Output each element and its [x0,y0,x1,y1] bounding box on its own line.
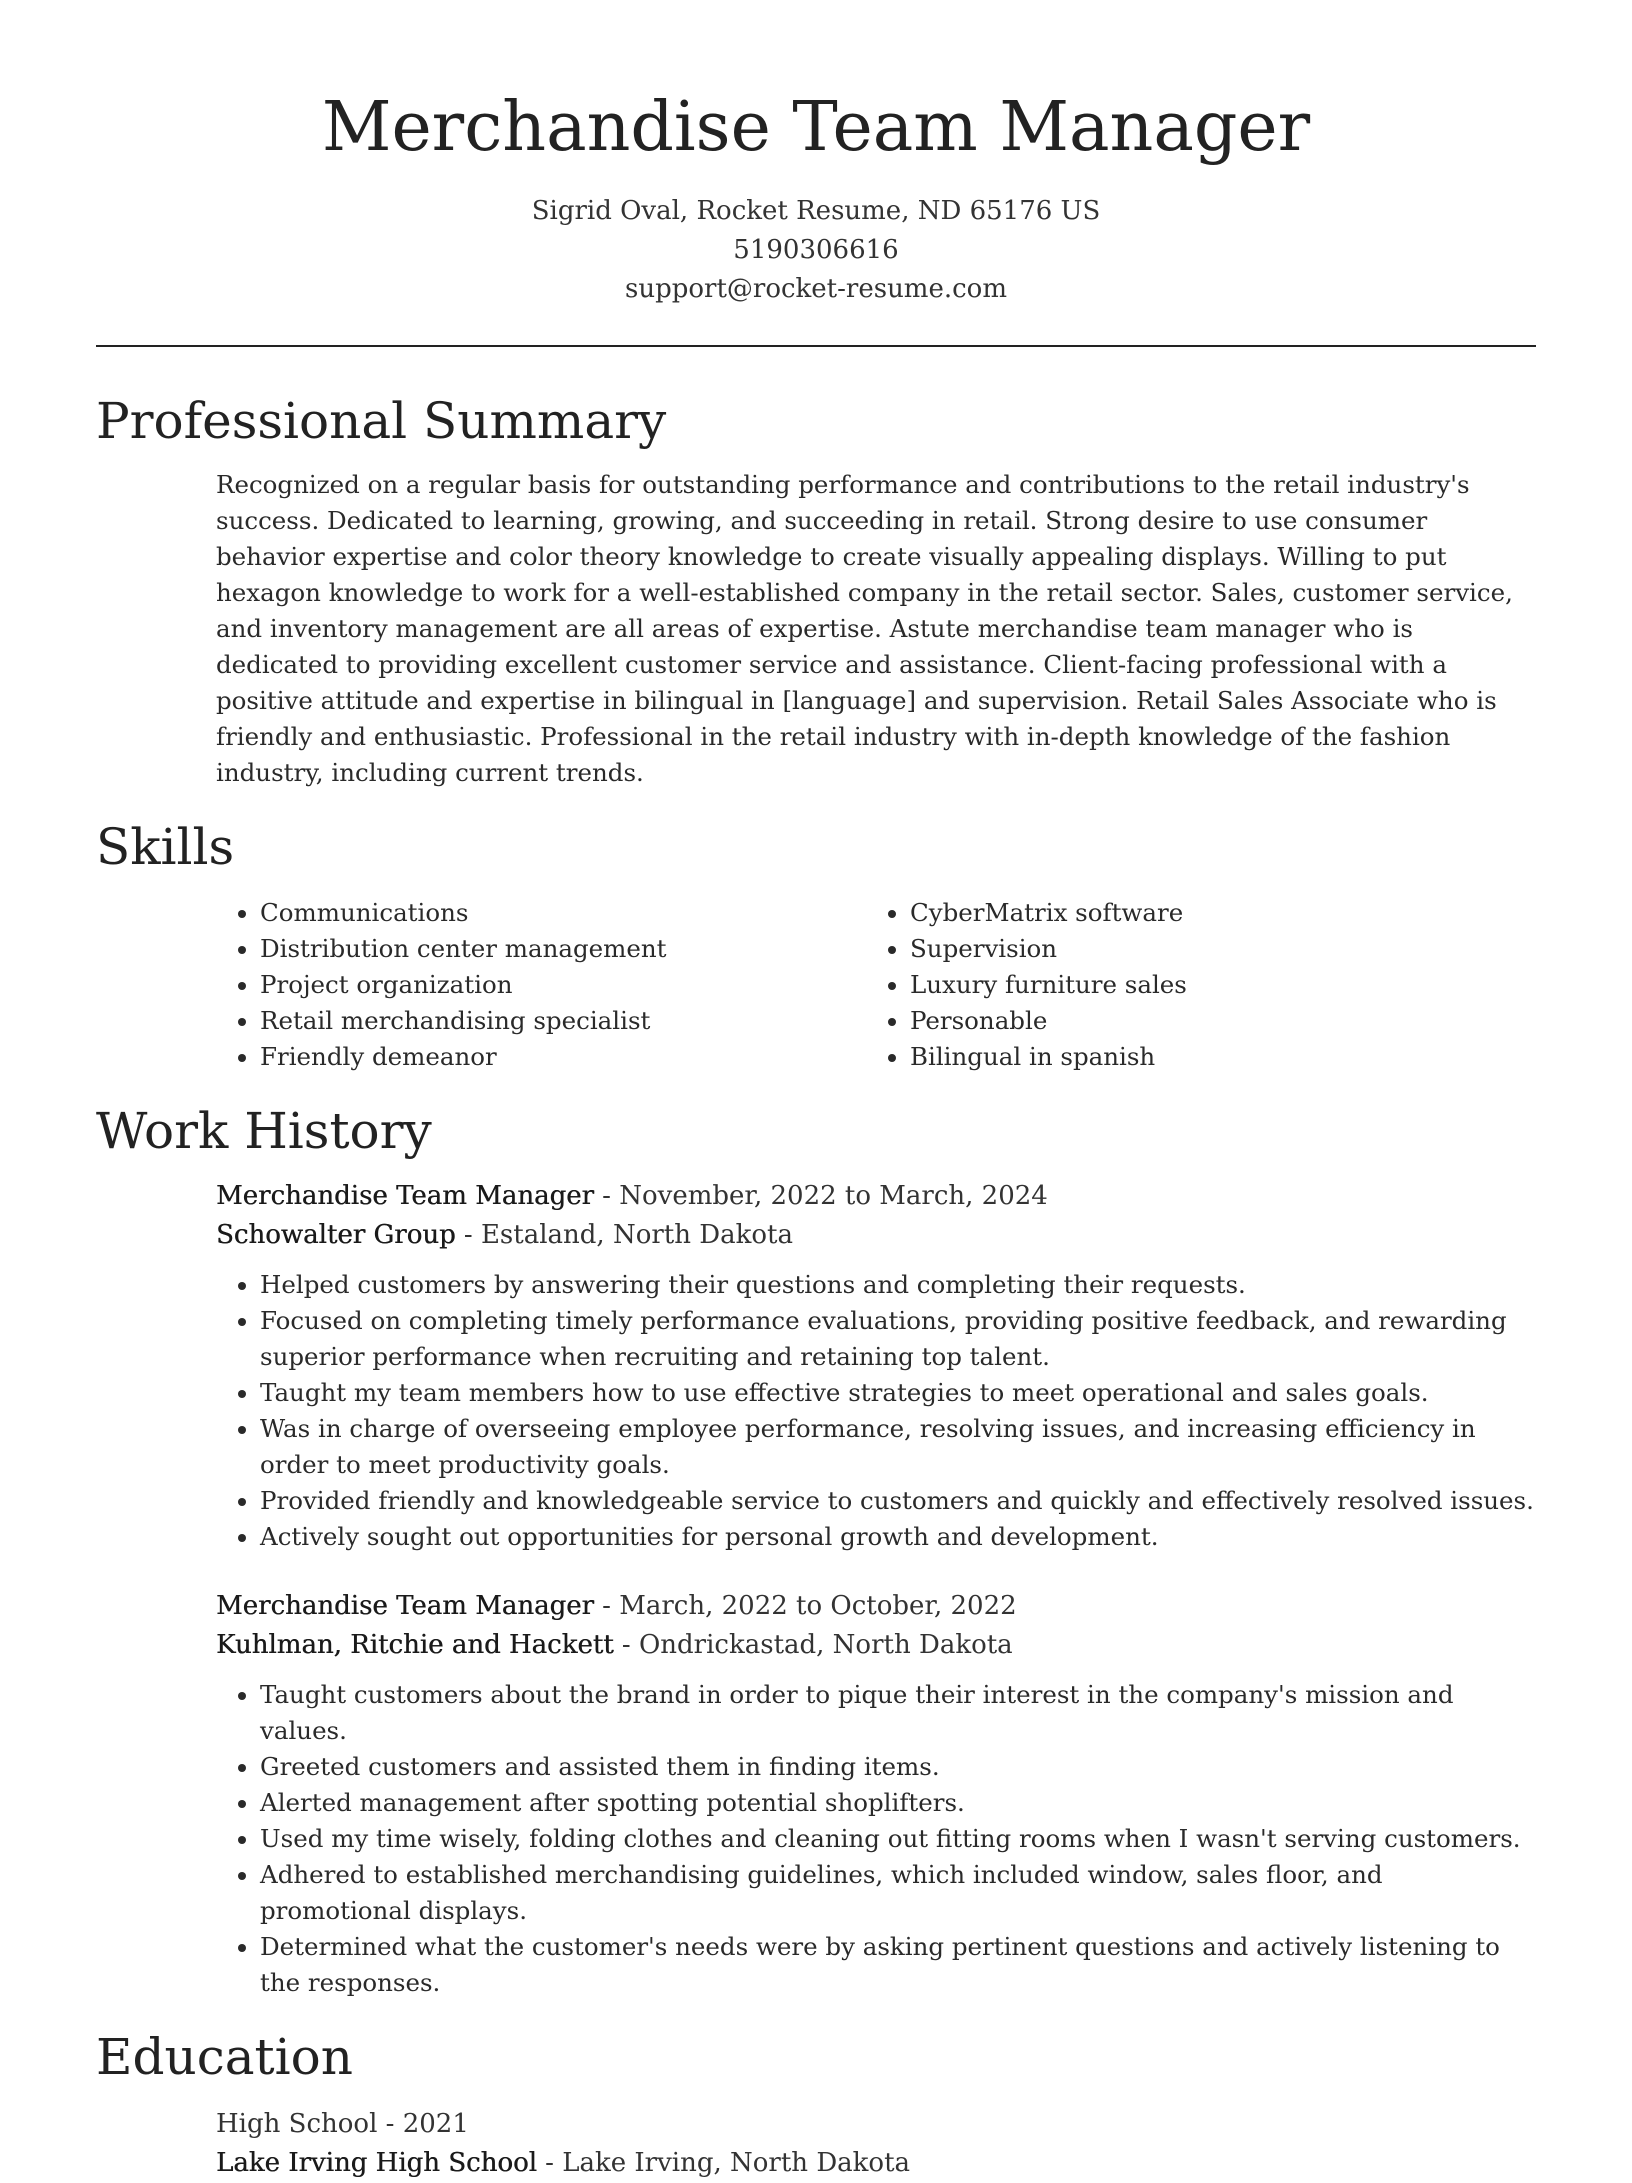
job-bullet: • Greeted customers and assisted them in finding items. [260,1749,1536,1785]
skill-item: • Supervision [910,931,1516,967]
job-bullet: • Taught my team members how to use effective strategies to meet operational and sales goals. [260,1375,1536,1411]
skill-item: • Bilingual in spanish [910,1039,1516,1075]
contact-block [96,192,1536,309]
skills-heading: Skills [96,818,235,876]
job-location: - Estaland, North Dakota [455,1220,793,1250]
skills-list-right [866,895,1516,1075]
skills-list-left [216,895,866,1075]
header-divider [96,345,1536,347]
education-location: - Lake Irving, North Dakota [536,2148,911,2178]
skill-item: • Communications [260,895,866,931]
job-location: - Ondrickastad, North Dakota [613,1630,1013,1660]
education-school-line [216,2144,1536,2183]
job-bullet: • Was in charge of overseeing employee performance, resolving issues, and increasing efficiency in order to meet productivity goals. [260,1411,1536,1483]
summary-heading: Professional Summary [96,392,667,450]
job-title-line [216,1587,1536,1626]
education-year: - 2021 [377,2109,469,2139]
job-company: Kuhlman, Ritchie and Hackett [216,1630,614,1660]
education-school: Lake Irving High School [216,2148,537,2178]
skills-section [96,815,1536,1075]
skill-item: • CyberMatrix software [910,895,1516,931]
skill-item: • Luxury furniture sales [910,967,1516,1003]
job-dates: - November, 2022 to March, 2024 [593,1181,1048,1211]
skill-item: • Distribution center management [260,931,866,967]
job-bullet: • Helped customers by answering their questions and completing their requests. [260,1267,1536,1303]
education-heading: Education [96,2028,353,2086]
job-company: Schowalter Group [216,1220,456,1250]
job-bullet: • Alerted management after spotting potential shoplifters. [260,1785,1536,1821]
job-bullet: • Taught customers about the brand in order to pique their interest in the company's mission and values. [260,1677,1536,1749]
job-bullet: • Used my time wisely, folding clothes and cleaning out fitting rooms when I wasn't serving customers. [260,1821,1536,1857]
education-entry [216,2105,1536,2183]
education-degree: High School [216,2109,378,2139]
summary-section [96,389,1536,791]
resume-page [96,0,1536,2183]
job-bullet: • Focused on completing timely performance evaluations, providing positive feedback, and rewarding superior performance when recruiting and retaining top talent. [260,1303,1536,1375]
job-bullet: • Determined what the customer's needs were by asking pertinent questions and actively listening to the responses. [260,1929,1536,2001]
contact-email: support@rocket-resume.com [624,274,1007,304]
skills-grid [216,895,1536,1075]
job-company-line [216,1216,1536,1255]
job-bullet-list [216,1677,1536,2001]
job-dates: - March, 2022 to October, 2022 [593,1591,1017,1621]
job-bullet-list [216,1267,1536,1555]
job-bullet: • Actively sought out opportunities for personal growth and development. [260,1519,1536,1555]
summary-text: Recognized on a regular basis for outstanding performance and contributions to the retail industry's success. Dedicated to learning, growing, and succeeding in retail. Strong desire to use consumer behavior expertise and color theory knowledge to create visually appealing displays. Willing to put hexagon knowledge to work for a well-established company in the retail sector. Sales, customer service, and inventory management are all areas of expertise. Astute merchandise team manager who is dedicated to providing excellent customer service and assistance. Client-facing professional with a positive attitude and expertise in bilingual in [language] and supervision. Retail Sales Associate who is friendly and enthusiastic. Professional in the retail industry with in-depth knowledge of the fashion industry, including current trends. [216,470,1513,787]
education-section [96,2025,1536,2183]
contact-phone: 5190306616 [733,235,899,265]
contact-address: Sigrid Oval, Rocket Resume, ND 65176 US [531,196,1101,226]
work-history-heading: Work History [96,1102,432,1160]
skill-item: • Retail merchandising specialist [260,1003,866,1039]
job-company-line [216,1626,1536,1665]
job-entry [216,1177,1536,1555]
job-bullet: • Adhered to established merchandising guidelines, which included window, sales floor, and promotional displays. [260,1857,1536,1929]
resume-header [96,0,1536,309]
job-role: Merchandise Team Manager [216,1181,594,1211]
skill-item: • Project organization [260,967,866,1003]
job-role: Merchandise Team Manager [216,1591,594,1621]
education-degree-line [216,2105,1536,2144]
skill-item: • Personable [910,1003,1516,1039]
candidate-title: Merchandise Team Manager [321,88,1311,167]
job-entry [216,1587,1536,2001]
job-bullet: • Provided friendly and knowledgeable service to customers and quickly and effectively resolved issues. [260,1483,1536,1519]
skill-item: • Friendly demeanor [260,1039,866,1075]
work-history-section [96,1099,1536,2001]
job-title-line [216,1177,1536,1216]
